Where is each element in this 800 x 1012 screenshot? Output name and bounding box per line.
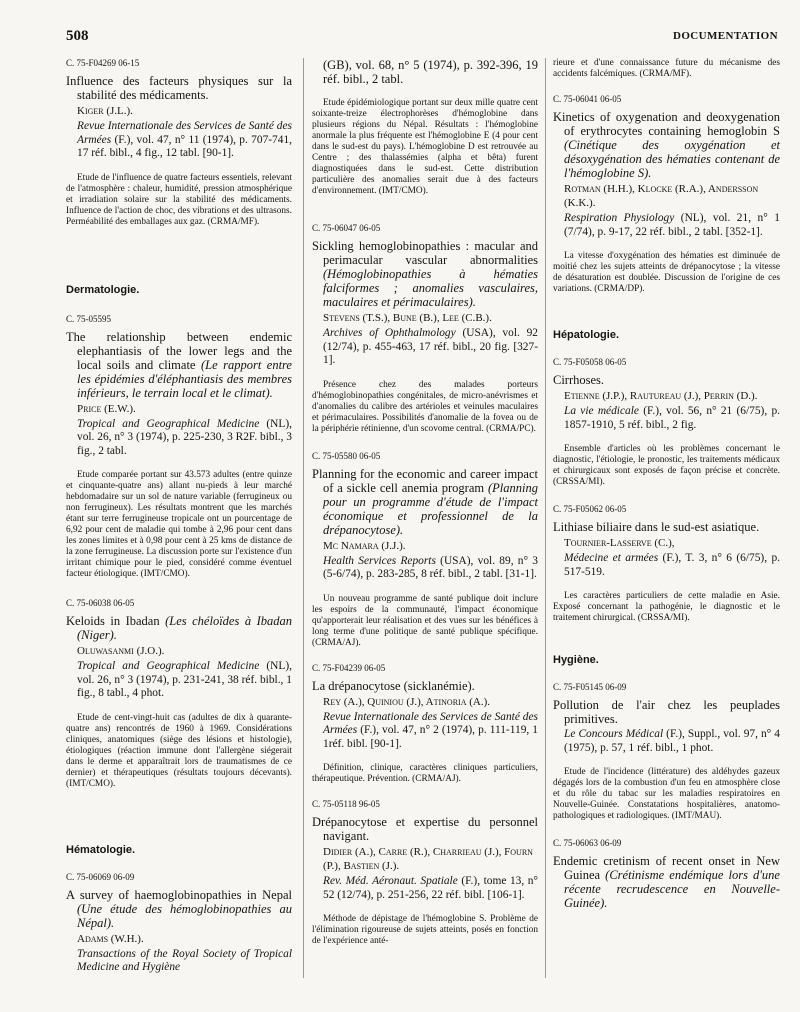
entry [312, 451, 538, 649]
entry-authors: Kiger (J.L.). [77, 105, 133, 117]
entry-abstract: Présence chez des malades porteurs d'hémoglobinopathies congénitales, de micro-anévrismes et d'anomalies du calibre des artérioles et veinules maculaires et périmaculaires. Possibilités d'anomalie de la fovea ou de la périphérie rétinienne, d'un scovome central. (CRMA/PC). [312, 379, 538, 434]
source-details: (USA), vol. 89, n° 3 (5-6/74), p. 283-285, 8 réf. bibl., 2 tabl. [31-1]. [323, 554, 538, 580]
journal-name: Médecine et armées [564, 552, 659, 564]
entry-source [564, 405, 780, 432]
title-translation: (Planning pour un programme d'étude de l'impact économique et professionnel de la drépanocytose). [323, 480, 538, 537]
entry-abstract: Etude comparée portant sur 43.573 adultes (entre quinze et cinquante-quatre ans) allant nu-pieds à leur marché hebdomadaire sur un sol de nature variable (ferrugineux ou non ferrugineux). Les résultats montrent que les marchés étant sur terre ferrugineuse tropicale ont un pourcentage de 6,92 pour cent de maladie qui tombe à 2,96 pour cent dans les zones limites et à 0,98 pour cent à 25 kms de distance de la zone ferrugineuse. La discussion porte sur l'existence d'un irritant chimique pour le pied, considéré comme éventuel facteur étiologique. (IMT/CMO). [66, 470, 292, 579]
entry-title [66, 614, 292, 642]
entry-source [564, 728, 780, 755]
title-translation: (Les chéloïdes à Ibadan (Niger). [77, 614, 292, 642]
source-details: (F.), vol. 47, n° 11 (1974), p. 707-741, 17 réf. bibl., 4 fig., 12 tabl. [90-1]. [77, 133, 292, 159]
entry-abstract: Etude épidémiologique portant sur deux mille quatre cent soixante-treize électrophorèses d'hémoglobine dans plusieurs régions du Népal. Résultats : l'hémoglobine anormale la plus fréquente est l'hémoglobine E (4 pour cent dans le sud-est du pays). L'hémoglobine D est retrouvée au Centre ; des thalassémies (alpha et bêta) furent diagnostiquées dans le sud-est. Cette distribution particulière des anomalies serait due à des facteurs d'environnement. (IMT/CMO). [312, 98, 538, 196]
entry [553, 357, 780, 488]
column-divider [303, 58, 304, 978]
title-translation: (Le rapport entre les épidémies d'éléphantiasis des membres inférieurs, le terrain local et le climat). [77, 357, 292, 400]
title-main: Planning for the economic and career impact of a sickle cell anemia program [312, 466, 538, 495]
source-details: (NL), vol. 26, n° 3 (1974), p. 231-241, 38 réf. bibl., 1 fig., 8 tabl., 4 phot. [77, 660, 292, 699]
entry [312, 223, 538, 435]
entry-authors: Mc Namara (J.J.). [323, 539, 406, 552]
entry-title [66, 888, 292, 930]
entry-authors: Rotman (H.H.), Klocke (R.A.), Andersson (K.K.). [564, 183, 759, 209]
entry-ref: C. 75-F04269 06-15 [66, 58, 140, 68]
entry [66, 314, 292, 581]
entry-title [553, 854, 780, 910]
entry-authors: Oluwasanmi (J.O.). [77, 645, 165, 657]
title-main: Sickling hemoglobinopathies : macular and perimacular vascular abnormalities [312, 239, 538, 267]
entry-ref: C. 75-F05058 06-05 [553, 357, 627, 367]
title-main: Kinetics of oxygenation and deoxygenation of erythrocytes containing hemoglobin S [553, 110, 780, 138]
entry-ref: C. 75-06047 06-05 [312, 223, 381, 233]
source-details: (NL), vol. 21, n° 1 (7/74), p. 9-17, 22 réf. bibl., 2 tabl. [352-1]. [564, 212, 780, 238]
entry-source [564, 552, 780, 579]
column-2 [312, 58, 538, 947]
journal-name: Revue Internationale des Services de Santé des Armées [323, 710, 538, 736]
column-1 [66, 58, 292, 975]
entry-source [77, 120, 292, 161]
entry-ref: C. 75-06069 06-09 [66, 871, 135, 882]
entry-abstract: Etude de cent-vingt-huit cas (adultes de dix à quarante-quatre ans) rencontrés de 1960 à 1969. Considérations cliniques, anatomiques (siège des lésions et histologie), étiologiques (réaction immune dont l'allergène siégerait dans le derme et apparaîtrait lors de traumatismes de ce dernier) et thérapeutiques (résultats toujours décevants). (IMT/CMO). [66, 712, 292, 789]
entry-abstract: La vitesse d'oxygénation des hématies est diminuée de moitié chez les sujets atteints de drépanocytose ; la vitesse de désaturation est doublée. Discussion de l'origine de ces variations. (CRMA/DP). [553, 251, 780, 294]
entry-authors: Stevens (T.S.), Bune (B.), Lee (C.B.). [323, 312, 492, 324]
entry [553, 94, 780, 295]
entry-abstract: Définition, clinique, caractères cliniques particuliers, thérapeutique. Prévention. (CRMA/AJ). [312, 763, 538, 784]
entry-authors: Adams (W.H.). [77, 932, 144, 945]
continued-source: (GB), vol. 68, n° 5 (1974), p. 392-396, 19 réf. bibl., 2 tabl. [323, 58, 538, 86]
title-translation: (Hémoglobinopathies à hématies falciformes ; anomalies vasculaires, maculaires et périmaculaires). [323, 267, 538, 309]
entry [66, 598, 292, 790]
source-details: (NL), vol. 26, n° 3 (1974), p. 225-230, 3 R2F. bibl., 3 fig., 2 tabl. [77, 417, 293, 457]
running-header: DOCUMENTATION [672, 30, 778, 42]
source-details: (F.), vol. 47, n° 2 (1974), p. 111-119, 1 1réf. bibl. [90-1]. [323, 724, 538, 750]
entry-title: Lithiase biliaire dans le sud-est asiatique. [553, 520, 760, 534]
journal-name: La vie médicale [564, 405, 639, 417]
entry-title: Pollution de l'air chez les peuplades primitives. [553, 698, 780, 726]
entry-source [323, 711, 538, 752]
entry [312, 799, 538, 947]
entry-abstract: Etude de l'incidence (littérature) des aldéhydes gazeux dégagés lors de la combustion d'un feu en atmosphère close et du rôle du tabac sur les maladies respiratoires en Nouvelle-Guinée. Constatations hospitalières, anatomo-pathologiques et radiologiques. (IMT/MAU). [553, 767, 780, 821]
entry-ref: C. 75-F04239 06-05 [312, 662, 386, 673]
entry-ref: C. 75-05118 96-05 [312, 799, 380, 809]
entry-title [312, 239, 538, 309]
entry-source [77, 948, 292, 975]
entry-title: La drépanocytose (sicklanémie). [312, 678, 475, 693]
entry [312, 663, 538, 786]
entry-ref: C. 75-06041 06-05 [553, 94, 622, 104]
title-translation: (Cinétique des oxygénation et désoxygénation des hématies contenant de l'hémoglobine S). [564, 138, 780, 180]
journal-name: Archives of Ophthalmology [323, 327, 456, 339]
entry-title [312, 467, 538, 537]
entry-authors: Price (E.W.). [77, 402, 136, 415]
entry-source [323, 327, 538, 368]
journal-name: Tropical and Geographical Medicine [77, 417, 260, 430]
entry [553, 504, 780, 624]
source-details: (F.), tome 13, n° 52 (12/74), p. 251-256, 22 réf. bibl. [106-1]. [323, 875, 538, 901]
journal-name: Respiration Physiology [564, 212, 675, 224]
journal-name: Rev. Méd. Aéronaut. Spatiale [323, 875, 458, 887]
column-3 [553, 58, 780, 910]
entry-source [564, 212, 780, 239]
section-heading: Hépatologie. [553, 329, 620, 341]
section-heading: Hygiène. [553, 654, 599, 666]
title-translation: (Crétinisme endémique lors d'une récente recrudescence en Nouvelle-Guinée). [564, 868, 780, 910]
entry-abstract: Un nouveau programme de santé publique doit inclure les espoirs de la communauté, l'impact économique qu'apporterait leur réalisation et des vues sur les bénéfices à long terme d'une politique de santé publique spécifique. (CRMA/AJ). [312, 593, 538, 648]
entry-source [77, 418, 292, 459]
entry-source [323, 875, 538, 902]
section-heading: Dermatologie. [66, 283, 140, 296]
journal-name: Transactions of the Royal Society of Tropical Medicine and Hygiène [77, 947, 292, 973]
entry-ref: C. 75-F05062 06-05 [553, 504, 627, 514]
entry [553, 682, 780, 822]
entry-source [77, 660, 292, 701]
source-details: (F.), T. 3, n° 6 (6/75), p. 517-519. [564, 552, 780, 578]
entry-authors: Rey (A.), Quiniou (J.), Atinoria (A.). [323, 695, 490, 708]
entry-authors: Tournier-Lasserve (C.), [564, 537, 675, 549]
entry-ref: C. 75-05595 [66, 313, 111, 324]
entry-ref: C. 75-F05145 06-09 [553, 682, 627, 692]
entry-title [553, 110, 780, 180]
entry-ref: C. 75-05580 06-05 [312, 450, 381, 461]
source-details: (F.), vol. 56, n° 21 (6/75), p. 1857-1910, 5 réf. bibl., 2 fig. [564, 405, 780, 431]
entry-title: Influence des facteurs physiques sur la stabilité des médicaments. [66, 74, 292, 102]
continued-abstract: rieure et d'une connaissance future du mécanisme des accidents falcémiques. (CRMA/MF). [553, 58, 780, 79]
entry-title: Cirrhoses. [553, 373, 605, 387]
title-main: Keloids in Ibadan [66, 614, 166, 628]
entry-ref: C. 75-06063 06-09 [553, 838, 622, 848]
title-translation: (Une étude des hémoglobinopathies au Népal). [77, 901, 292, 930]
journal-name: Le Concours Médical [564, 728, 664, 740]
journal-name: Tropical and Geographical Medicine [77, 660, 260, 672]
entry-title [66, 330, 292, 400]
title-main: A survey of haemoglobinopathies in Nepal [66, 887, 292, 902]
entry-source [323, 555, 538, 582]
title-main: The relationship between endemic elephantiasis of the lower legs and the local soils and climate [66, 329, 292, 372]
journal-name: Health Services Reports [323, 554, 436, 567]
journal-name: Revue Internationale des Services de Santé des Armées [77, 120, 292, 146]
entry-abstract: Ensemble d'articles où les problèmes concernant le diagnostic, l'étiologie, le pronostic, les traitements médicaux et chirurgicaux sont exposés de façon précise et concrète. (CRSSA/MI). [553, 444, 780, 487]
entry [66, 58, 292, 228]
entry-title: Drépanocytose et expertise du personnel navigant. [312, 815, 538, 843]
entry [553, 838, 780, 910]
title-main: Endemic cretinism of recent onset in New Guinea [553, 854, 780, 882]
source-details: (USA), vol. 92 (12/74), p. 455-463, 17 réf. bibl., 20 fig. [327-1]. [323, 327, 538, 366]
entry-abstract: Méthode de dépistage de l'hémoglobine S. Problème de l'élimination rigoureuse de sujets atteints, posés en fonction de l'expérience anté- [312, 914, 538, 946]
column-divider [545, 58, 546, 978]
page-number: 508 [66, 28, 89, 44]
entry-abstract: Les caractères particuliers de cette maladie en Asie. Exposé concernant la pathogénie, le diagnostic et le traitement chirurgical. (CRSSA/MI). [553, 591, 780, 623]
entry-abstract: Etude de l'influence de quatre facteurs essentiels, relevant de l'atmosphère : chaleur, humidité, pression atmosphérique et irradiation solaire sur la stabilité des médicaments. Influence de l'action de choc, des vibrations et des ultrasons. Perméabilité des emballages aux gaz. (CRMA/MF). [66, 172, 292, 227]
entry-authors: Etienne (J.P.), Rautureau (J.), Perrin (D.). [564, 390, 758, 402]
section-heading: Hématologie. [66, 843, 136, 856]
entry [66, 872, 292, 975]
entry-ref: C. 75-06038 06-05 [66, 598, 135, 608]
entry-authors: Didier (A.), Carre (R.), Charrieau (J.), Fourn (P.), Bastien (J.). [323, 846, 533, 872]
source-details: (F.), Suppl., vol. 97, n° 4 (1975), p. 57, 1 réf. bibl., 1 phot. [564, 728, 780, 754]
